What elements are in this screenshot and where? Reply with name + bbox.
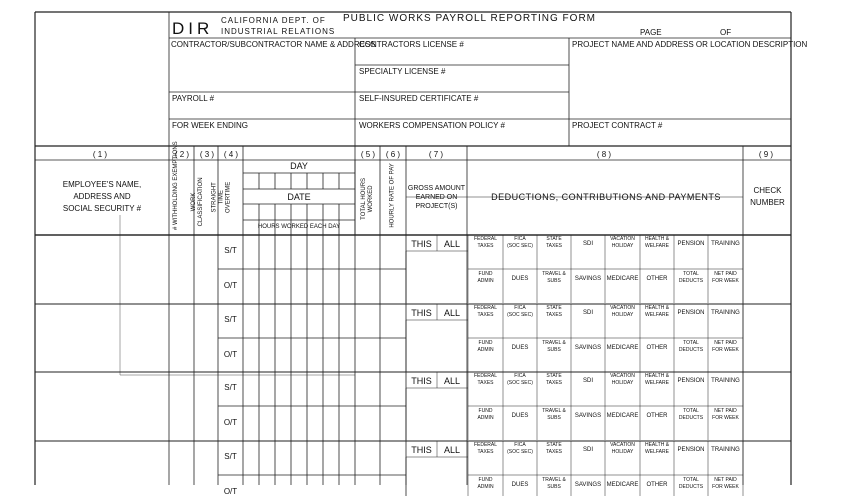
column-number-1: ( 1 ): [92, 150, 108, 159]
deduction-label: WELFARE: [645, 449, 669, 455]
deduction-label: ADMIN: [477, 484, 494, 490]
deduction-label: NET PAID: [714, 408, 737, 414]
all-projects-label: ALL: [443, 445, 460, 455]
deduction-label: TOTAL: [683, 271, 699, 277]
column-number-8: ( 8 ): [596, 150, 612, 159]
deduction-label: FUND: [478, 340, 493, 346]
deduction-label: TAXES: [477, 380, 494, 386]
deduction-label: FEDERAL: [473, 442, 498, 448]
deduction-label: MEDICARE: [606, 345, 639, 351]
payroll-form: DIR CALIFORNIA DEPT. OF INDUSTRIAL RELATIONS PUBLIC WORKS PAYROLL REPORTING FORM PAGE OF CONTRACTOR/SUBCONTRACTOR NAME & ADDRESS CONTRACTORS LICENSE # PROJECT NAME AND ADDRESS OR LOCATION DESCRIPTION SPECIALTY LICENSE # PAYROLL # SELF-INSURED CERTIFICATE # FOR WEEK ENDING WORKERS COMPENSATION POLICY # PROJECT CONTRACT # ( 1 ) ( 2 ) ( 3 ) ( 4 ) ( 5 ) ( 6 ) ( 7 ) ( 8 ) ( 9 ) EMPLOYEE'S NAME, ADDRESS AND SOCIAL SECURITY # # WITHHOLDING EXEMPTIONS WORK CLASSIFICATION STRAIGHT TIME OVERTIME DAY DATE HOURS WORKED EACH DAY TOTAL HOURS WORKED HOURLY RATE OF PAY GROSS AMOUNT EARNED ON PROJECT(S) DEDUCTIONS, CONTRIBUTIONS AND PAYMENTS CHECK NUMBER S/T O/T THIS ALL FEDERAL TAXES FUND ADMIN FICA (SOC SEC) DUES STATE TAXES TRAVEL & SUBS SDI SAVINGS VACATION HOLIDAY MEDICARE HEALTH & WELFARE OTHER PENSION TOTAL DEDUCTS TRAINING NET PAID FOR WEEK S/T O/T THIS ALL FEDERAL TAXES FUND ADMIN FICA (SOC SEC) DUES STATE TAXES TRAVEL & SUBS SDI SAVINGS VACATION HOLIDAY MEDICARE HEALTH & WELFARE OTHER PENSION TOTAL DEDUCTS TRAINING NET PAID FOR WEEK S/T O/T THIS ALL FEDERAL TAXES FUND ADMIN FICA (SOC SEC) DUES STATE TAXES TRAVEL & SUBS SDI SAVINGS VACATION HOLIDAY MEDICARE HEALTH & WELFARE OTHER PENSION TOTAL DEDUCTS TRAINING NET PAID FOR WEEK S/T O/T THIS ALL FEDERAL TAXES FUND ADMIN FICA (SOC SEC) DUES STATE TAXES TRAVEL & SUBS SDI SAVINGS VACATION HOLIDAY MEDICARE HEALTH & WELFARE OTHER PENSION TOTAL DEDUCTS TRAINING NET PAID FOR WEEK: [0, 0, 850, 485]
deduction-label: TAXES: [477, 312, 494, 318]
deduction-label: FUND: [478, 271, 493, 277]
deduction-label: HEALTH &: [644, 442, 670, 448]
deduction-label: HOLIDAY: [611, 243, 634, 249]
deduction-label: SAVINGS: [574, 345, 602, 351]
deduction-label: TRAINING: [711, 378, 740, 384]
deduction-label: TAXES: [545, 243, 563, 249]
deduction-label: DUES: [511, 276, 529, 282]
deduction-label: FEDERAL: [473, 373, 498, 379]
deduction-label: (SOC SEC): [507, 449, 533, 455]
dir-logo: DIR: [172, 19, 214, 38]
deduction-label: VACATION: [610, 236, 635, 242]
hourly-rate-header: HOURLY RATE OF PAY: [389, 163, 396, 228]
deduction-label: MEDICARE: [606, 276, 639, 282]
overtime-label: O/T: [223, 281, 238, 290]
deduction-label: TAXES: [545, 449, 563, 455]
deduction-label: HOLIDAY: [611, 380, 634, 386]
deduction-label: FOR WEEK: [712, 278, 739, 284]
deduction-label: OTHER: [646, 413, 668, 419]
deduction-label: SDI: [582, 447, 593, 453]
deduction-label: FICA: [514, 236, 526, 242]
deduction-label: FUND: [478, 477, 493, 483]
deduction-label: FOR WEEK: [712, 484, 739, 490]
deduction-label: DEDUCTS: [678, 484, 704, 490]
deduction-label: DEDUCTS: [678, 415, 704, 421]
deduction-label: STATE: [546, 305, 562, 311]
this-week-label: THIS: [411, 376, 432, 386]
deduction-label: WELFARE: [645, 380, 669, 386]
deduction-label: PENSION: [677, 447, 705, 453]
deduction-label: TAXES: [477, 243, 494, 249]
deduction-label: TAXES: [545, 312, 563, 318]
deduction-label: TOTAL: [683, 408, 699, 414]
column-number-7: ( 7 ): [428, 150, 444, 159]
deduction-label: ADMIN: [477, 278, 494, 284]
deduction-label: VACATION: [610, 373, 635, 379]
project-label: PROJECT NAME AND ADDRESS OR LOCATION DESCRIPTION: [572, 40, 808, 49]
deduction-label: TRAINING: [711, 447, 740, 453]
deduction-label: HOLIDAY: [611, 449, 634, 455]
gross-header-3: PROJECT(S): [415, 203, 458, 210]
week-ending-label: FOR WEEK ENDING: [172, 121, 249, 130]
deduction-label: DEDUCTS: [678, 278, 704, 284]
of-label: OF: [720, 28, 732, 37]
deduction-label: NET PAID: [714, 271, 737, 277]
dept-line-1: CALIFORNIA DEPT. OF: [221, 16, 326, 25]
column-number-2: ( 2 ): [174, 150, 190, 159]
column-number-9: ( 9 ): [758, 150, 774, 159]
project-contract-label: PROJECT CONTRACT #: [572, 121, 663, 130]
straight-overtime-header: STRAIGHT TIME OVERTIME: [211, 181, 232, 213]
day-header: DAY: [290, 161, 308, 171]
deduction-label: FICA: [514, 442, 526, 448]
deduction-label: OTHER: [646, 276, 668, 282]
straight-time-label: S/T: [224, 452, 237, 461]
all-projects-label: ALL: [443, 308, 460, 318]
deduction-label: SAVINGS: [574, 413, 602, 419]
straight-time-label: S/T: [224, 246, 237, 255]
all-projects-label: ALL: [443, 376, 460, 386]
employee-header-2: ADDRESS AND: [73, 192, 131, 201]
form-title: PUBLIC WORKS PAYROLL REPORTING FORM: [343, 13, 596, 24]
deduction-label: ADMIN: [477, 415, 494, 421]
deduction-label: FUND: [478, 408, 493, 414]
deduction-label: TRAINING: [711, 241, 740, 247]
deduction-label: SUBS: [547, 484, 561, 490]
deduction-label: DEDUCTS: [678, 347, 704, 353]
deduction-label: (SOC SEC): [507, 312, 533, 318]
column-number-6: ( 6 ): [385, 150, 401, 159]
deduction-label: SDI: [582, 241, 593, 247]
deduction-label: FOR WEEK: [712, 347, 739, 353]
deduction-label: TOTAL: [683, 340, 699, 346]
deduction-label: FEDERAL: [473, 236, 498, 242]
deductions-header: DEDUCTIONS, CONTRIBUTIONS AND PAYMENTS: [491, 192, 721, 202]
license-label: CONTRACTORS LICENSE #: [359, 40, 464, 49]
deduction-label: SUBS: [547, 415, 561, 421]
gross-header-2: EARNED ON: [415, 194, 458, 201]
payroll-label: PAYROLL #: [172, 94, 215, 103]
deduction-label: OTHER: [646, 345, 668, 351]
overtime-label: O/T: [223, 350, 238, 359]
straight-time-label: S/T: [224, 383, 237, 392]
date-header: DATE: [287, 192, 311, 202]
deduction-label: FICA: [514, 373, 526, 379]
deduction-label: MEDICARE: [606, 413, 639, 419]
deduction-label: MEDICARE: [606, 482, 639, 488]
hours-each-day-header: HOURS WORKED EACH DAY: [257, 224, 341, 230]
this-week-label: THIS: [411, 239, 432, 249]
check-number-header-2: NUMBER: [750, 198, 785, 207]
deduction-label: TAXES: [477, 449, 494, 455]
deduction-label: SUBS: [547, 347, 561, 353]
deduction-label: WELFARE: [645, 243, 669, 249]
deduction-label: DUES: [511, 413, 529, 419]
deduction-label: SAVINGS: [574, 482, 602, 488]
specialty-label: SPECIALTY LICENSE #: [359, 67, 446, 76]
contractor-label: CONTRACTOR/SUBCONTRACTOR NAME & ADDRESS: [171, 40, 376, 49]
deduction-label: TOTAL: [683, 477, 699, 483]
self-insured-label: SELF-INSURED CERTIFICATE #: [359, 94, 479, 103]
deduction-label: VACATION: [610, 442, 635, 448]
deduction-label: VACATION: [610, 305, 635, 311]
this-week-label: THIS: [411, 308, 432, 318]
deduction-label: (SOC SEC): [507, 380, 533, 386]
workers-comp-label: WORKERS COMPENSATION POLICY #: [359, 121, 505, 130]
deduction-label: NET PAID: [714, 340, 737, 346]
deduction-label: DUES: [511, 345, 529, 351]
deduction-label: STATE: [546, 236, 562, 242]
overtime-label: O/T: [223, 487, 238, 496]
employee-header-1: EMPLOYEE'S NAME,: [62, 180, 142, 189]
deduction-label: HOLIDAY: [611, 312, 634, 318]
deduction-label: SAVINGS: [574, 276, 602, 282]
deduction-label: HEALTH &: [644, 373, 670, 379]
deduction-label: STATE: [546, 373, 562, 379]
all-projects-label: ALL: [443, 239, 460, 249]
deduction-label: STATE: [546, 442, 562, 448]
deduction-label: TRAVEL &: [542, 271, 566, 277]
deduction-label: TRAINING: [711, 310, 740, 316]
employee-header-3: SOCIAL SECURITY #: [62, 204, 142, 213]
page-label: PAGE: [640, 28, 662, 37]
deduction-label: NET PAID: [714, 477, 737, 483]
deduction-label: SDI: [582, 310, 593, 316]
gross-header-1: GROSS AMOUNT: [407, 185, 466, 192]
deduction-label: FEDERAL: [473, 305, 498, 311]
deduction-label: PENSION: [677, 310, 705, 316]
deduction-label: TRAVEL &: [542, 340, 566, 346]
deduction-label: SUBS: [547, 278, 561, 284]
deduction-label: TAXES: [545, 380, 563, 386]
deduction-label: FOR WEEK: [712, 415, 739, 421]
deduction-label: FICA: [514, 305, 526, 311]
deduction-label: WELFARE: [645, 312, 669, 318]
total-hours-header: TOTAL HOURS WORKED: [361, 177, 374, 220]
deduction-label: SDI: [582, 378, 593, 384]
deduction-label: TRAVEL &: [542, 477, 566, 483]
straight-time-label: S/T: [224, 315, 237, 324]
dept-line-2: INDUSTRIAL RELATIONS: [221, 27, 336, 36]
this-week-label: THIS: [411, 445, 432, 455]
column-number-3: ( 3 ): [199, 150, 215, 159]
overtime-label: O/T: [223, 418, 238, 427]
deduction-label: HEALTH &: [644, 236, 670, 242]
deduction-label: DUES: [511, 482, 529, 488]
deduction-label: TRAVEL &: [542, 408, 566, 414]
check-number-header-1: CHECK: [753, 186, 782, 195]
column-number-5: ( 5 ): [360, 150, 376, 159]
deduction-label: PENSION: [677, 241, 705, 247]
deduction-label: (SOC SEC): [507, 243, 533, 249]
deduction-label: OTHER: [646, 482, 668, 488]
deduction-label: HEALTH &: [644, 305, 670, 311]
column-number-4: ( 4 ): [223, 150, 239, 159]
deduction-label: PENSION: [677, 378, 705, 384]
deduction-label: ADMIN: [477, 347, 494, 353]
work-classification-header: WORK CLASSIFICATION: [191, 177, 204, 227]
